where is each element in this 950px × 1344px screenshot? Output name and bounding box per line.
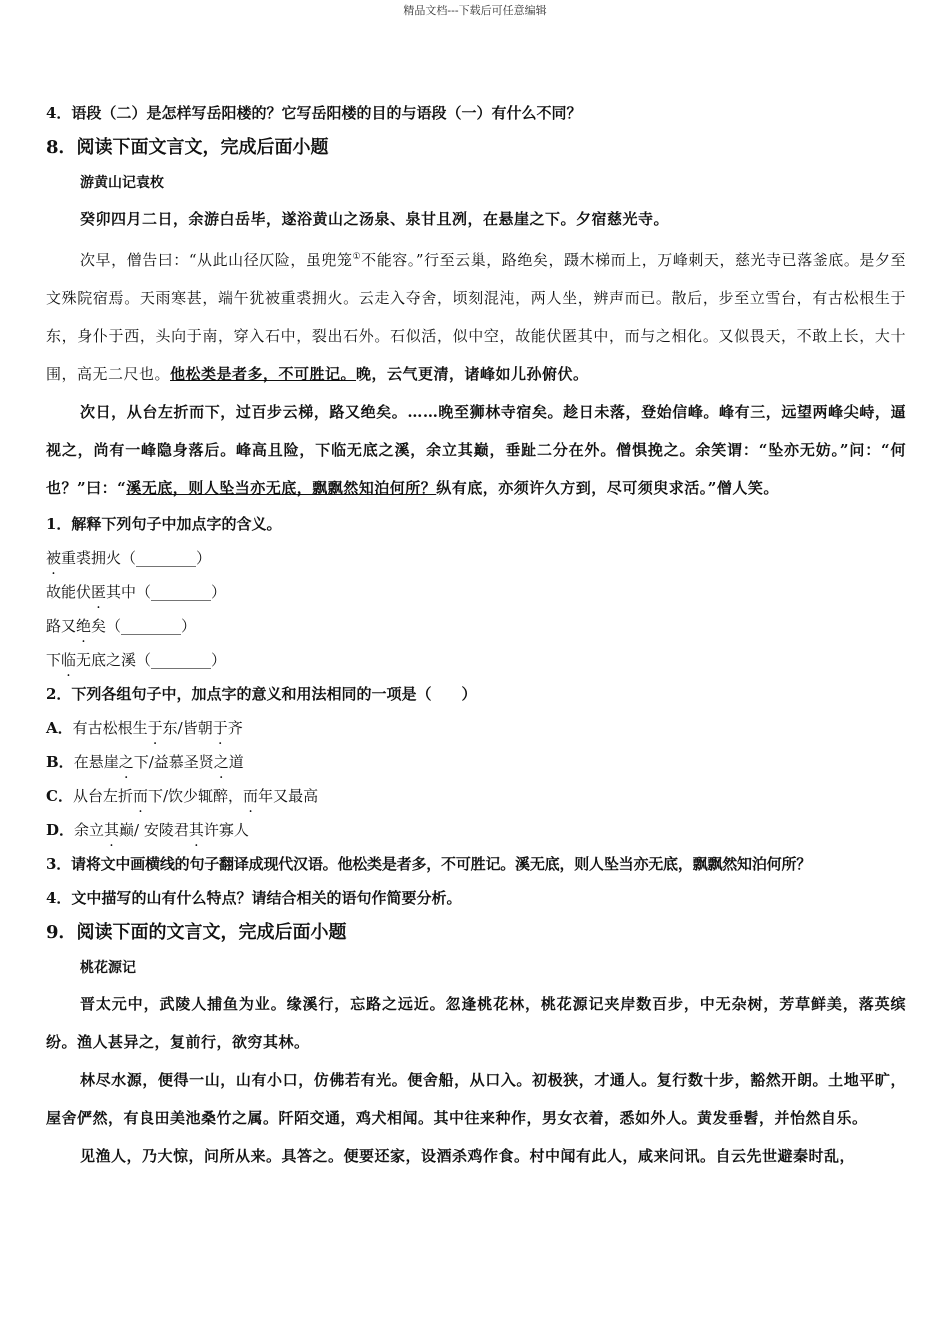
passage-title-taohuayuan: 桃花源记 — [80, 960, 136, 976]
underlined-sentence-2: 溪无底，则人坠当亦无底，飘飘然知泊何所？ — [126, 479, 437, 497]
underlined-sentence-1: 他松类是者多，不可胜记。 — [170, 365, 357, 383]
question-9-title: 9．阅读下面的文言文，完成后面小题 — [46, 922, 347, 943]
p3-text-b: 纵有底，亦须许久方到，尽可须臾求活。”僧人笑。 — [436, 479, 779, 497]
q8-subquestion-4: 4．文中描写的山有什么特点？请结合相关的语句作简要分析。 — [46, 889, 462, 907]
q8-subquestion-3: 3．请将文中画横线的句子翻译成现代汉语。他松类是者多，不可胜记。溪无底，则人坠当亦无底，飘飘然知泊何所？ — [46, 855, 812, 873]
dotted-character: 而 — [132, 787, 148, 805]
choice-option-text: 从台左折 — [72, 787, 133, 805]
dotted-character: 其 — [188, 821, 204, 839]
dotted-character: 于 — [147, 719, 163, 737]
definition-item — [46, 643, 906, 677]
choice-option-text: 道 — [228, 753, 244, 771]
definition-item-post: 其中（________） — [106, 583, 227, 601]
choice-option-label: A． — [46, 719, 73, 737]
dotted-character: 之 — [213, 753, 229, 771]
choice-option-text: 东/皆朝 — [162, 719, 213, 737]
p2-text-b: 不能容。”行至云巢，路绝矣，蹑木梯而上，万峰刺天，慈光寺已落釜底。是夕至文殊院宿焉。天雨寒甚，端午犹被重裘拥火。云走入夺舍，顷刻混沌，两人坐，辨声而已。散后，步至立雪台，有古松根生于东，身仆于西，头向于南，穿入石中，裂出石外。石似活，似中空，故能伏匿其中，而与之相化。又似畏天，不敢上长，大十围，高无二尺也。 — [46, 251, 906, 383]
passage-9-paragraph-2: 林尽水源，便得一山，山有小口，仿佛若有光。便舍船，从口入。初极狭，才通人。复行数十步，豁然开朗。土地平旷，屋舍俨然，有良田美池桑竹之属。阡陌交通，鸡犬相闻。其中往来种作，男女衣着，悉如外人。黄发垂髫，并怡然自乐。 — [46, 1071, 906, 1127]
q8-subquestion-2: 2．下列各组句子中，加点字的意义和用法相同的一项是（ ） — [46, 685, 477, 703]
choice-option-text: 巅/ 安陵君 — [119, 821, 189, 839]
dotted-character: 绝 — [76, 617, 92, 635]
question-8-title: 8．阅读下面文言文，完成后面小题 — [46, 137, 329, 158]
definition-item — [46, 609, 906, 643]
p2-text-a: 次早，僧告曰：“从此山径仄险，虽兜笼 — [80, 251, 353, 269]
q8-subquestion-1: 1．解释下列句子中加点字的含义。 — [46, 515, 282, 533]
q8-subquestion-2-options — [46, 711, 906, 847]
dotted-character: 之 — [118, 753, 134, 771]
definition-item-pre: 路又 — [46, 617, 77, 635]
definition-item-pre: 下 — [46, 651, 62, 669]
definition-item — [46, 575, 906, 609]
choice-option-label: B． — [46, 753, 74, 771]
passage-8-paragraph-2 — [46, 238, 906, 393]
definition-item — [46, 541, 906, 575]
choice-option-text: 齐 — [227, 719, 243, 737]
choice-option — [46, 779, 906, 813]
choice-option-label: D． — [46, 821, 75, 839]
question-4-previous: 4．语段（二）是怎样写岳阳楼的？它写岳阳楼的目的与语段（一）有什么不同？ — [46, 104, 582, 122]
dotted-character: 匿 — [91, 583, 107, 601]
q8-subquestion-1-items — [46, 541, 906, 677]
choice-option — [46, 711, 906, 745]
dotted-character: 被 — [46, 549, 62, 567]
choice-option-text: 年又最高 — [258, 787, 319, 805]
page-header: 精品文档---下载后可任意编辑 — [403, 4, 547, 17]
passage-8-paragraph-3 — [46, 393, 906, 507]
p3-text-a: 次日，从台左折而下，过百步云梯，路又绝矣。……晚至狮林寺宿矣。趁日未落，登始信峰。峰有三，远望两峰尖峙，逼视之，尚有一峰隐身落后。峰高且险，下临无底之溪，余立其巅，垂趾二分在外。僧惧挽之。余笑谓：“坠亦无妨。”问：“何也？”曰：“ — [46, 403, 906, 497]
passage-8-paragraph-1: 癸卯四月二日，余游白岳毕，遂浴黄山之汤泉、泉甘且冽，在悬崖之下。夕宿慈光寺。 — [80, 210, 670, 228]
passage-title-huangshan: 游黄山记袁枚 — [80, 175, 164, 191]
choice-option — [46, 745, 906, 779]
dotted-character: 其 — [104, 821, 120, 839]
choice-option-text: 余立 — [74, 821, 105, 839]
dotted-character: 临 — [61, 651, 77, 669]
definition-item-post: 重裘拥火（________） — [61, 549, 212, 567]
p2-tail: 晚，云气更清，诸峰如儿孙俯伏。 — [356, 365, 589, 383]
passage-9-paragraph-1: 晋太元中，武陵人捕鱼为业。缘溪行，忘路之远近。忽逢桃花林，桃花源记夹岸数百步，中无杂树，芳草鲜美，落英缤纷。渔人甚异之，复前行，欲穷其林。 — [46, 995, 906, 1051]
choice-option-text: 下/饮少辄醉， — [147, 787, 244, 805]
choice-option-label: C． — [46, 787, 73, 805]
document-body — [46, 96, 906, 1175]
choice-option-text: 下/益慕圣贤 — [133, 753, 214, 771]
choice-option-text: 在悬崖 — [73, 753, 119, 771]
footnote-marker: ① — [352, 252, 362, 262]
definition-item-post: 矣（________） — [91, 617, 197, 635]
passage-9-paragraph-3: 见渔人，乃大惊，问所从来。具答之。便要还家，设酒杀鸡作食。村中闻有此人，咸来问讯。自云先世避秦时乱， — [80, 1147, 856, 1165]
choice-option-text: 许寡人 — [203, 821, 249, 839]
definition-item-pre: 故能伏 — [46, 583, 92, 601]
dotted-character: 于 — [212, 719, 228, 737]
choice-option — [46, 813, 906, 847]
definition-item-post: 无底之溪（________） — [76, 651, 227, 669]
dotted-character: 而 — [243, 787, 259, 805]
choice-option-text: 有古松根生 — [72, 719, 148, 737]
